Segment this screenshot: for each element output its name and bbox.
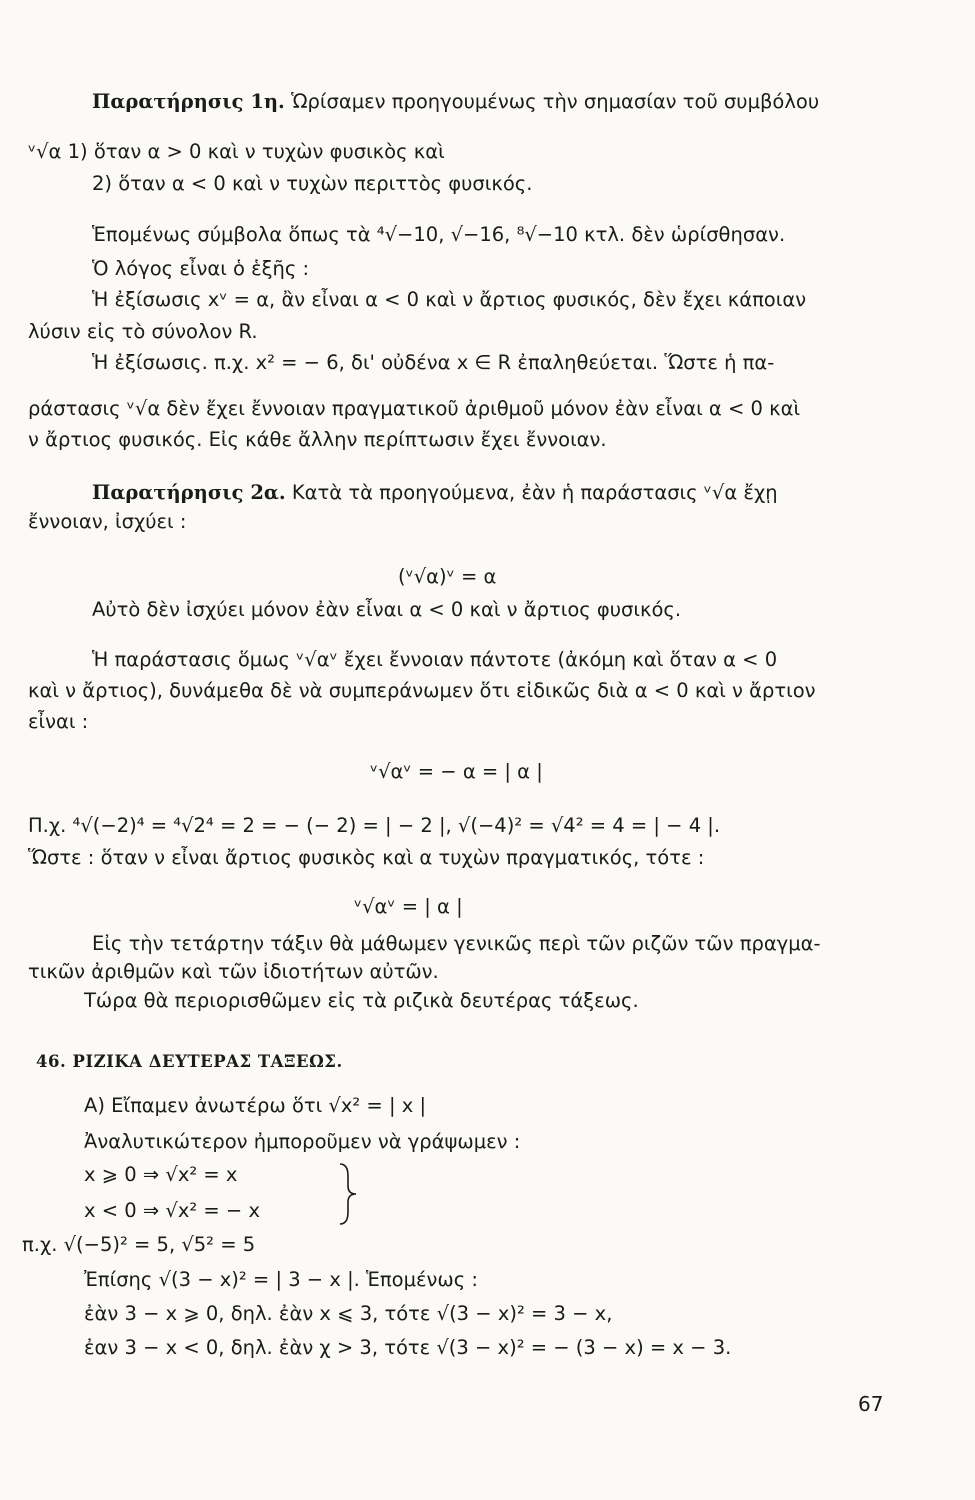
remark2-line-9: Εἰς τὴν τετάρτην τάξιν θὰ μάθωμεν γενικῶς περὶ τῶν ριζῶν τῶν πραγμα- — [92, 932, 821, 955]
section46-line-4: x < 0 ⇒ √x² = − x — [84, 1199, 261, 1222]
remark2-equation-2: ᵛ√αᵛ = − α = | α | — [370, 760, 543, 783]
remark2-line-3: Αὐτὸ δὲν ἰσχύει μόνον ἐὰν εἶναι α < 0 καὶ ν ἄρτιος φυσικός. — [92, 598, 682, 621]
remark1-text-1: Ὡρίσαμεν προηγουμένως τὴν σημασίαν τοῦ συμβόλου — [291, 90, 820, 113]
remark1-line-10: ν ἄρτιος φυσικός. Εἰς κάθε ἄλλην περίπτωσιν ἔχει ἔννοιαν. — [28, 428, 607, 451]
remark2-line-10: τικῶν ἀριθμῶν καὶ τῶν ἰδιοτήτων αὐτῶν. — [28, 960, 439, 983]
remark1-line-9: ράστασις ᵛ√α δὲν ἔχει ἔννοιαν πραγματικοῦ ἀριθμοῦ μόνον ἐὰν εἶναι α < 0 καὶ — [28, 397, 801, 420]
remark2-text-1: Κατὰ τὰ προηγούμενα, ἐὰν ἡ παράστασις ᵛ√α ἔχῃ — [291, 481, 778, 504]
section46-line-8: ἐαν 3 − x < 0, δηλ. ἐὰν χ > 3, τότε √(3 − x)² = − (3 − x) = x − 3. — [84, 1336, 732, 1359]
remark1-line-5: Ὁ λόγος εἶναι ὁ ἑξῆς : — [92, 257, 310, 280]
remark2-line-7: Π.χ. ⁴√(−2)⁴ = ⁴√2⁴ = 2 = − (− 2) = | − 2 |, √(−4)² = √4² = 4 = | − 4 |. — [28, 814, 721, 837]
remark1-line-8: Ἡ ἐξίσωσις. π.χ. x² = − 6, δι' οὐδένα x ∈ R ἐπαληθεύεται. Ὥστε ἡ πα- — [92, 351, 775, 374]
remark2-equation-1: (ᵛ√α)ᵛ = α — [398, 565, 497, 588]
remark1-title: Παρατήρησις 1η. — [92, 90, 285, 113]
remark2-line-2: ἔννοιαν, ἰσχύει : — [28, 510, 187, 533]
section46-line-5: π.χ. √(−5)² = 5, √5² = 5 — [22, 1233, 256, 1256]
section46-line-2: Ἀναλυτικώτερον ἠμποροῦμεν νὰ γράψωμεν : — [84, 1130, 521, 1153]
remark2-line-5: καὶ ν ἄρτιος), δυνάμεθα δὲ νὰ συμπεράνωμεν ὅτι εἰδικῶς διὰ α < 0 καὶ ν ἄρτιον — [28, 679, 816, 702]
remark2-line-4: Ἡ παράστασις ὅμως ᵛ√αᵛ ἔχει ἔννοιαν πάντοτε (ἀκόμη καὶ ὅταν α < 0 — [92, 648, 778, 671]
remark1-line-6: Ἡ ἐξίσωσις xᵛ = α, ἂν εἶναι α < 0 καὶ ν ἄρτιος φυσικός, δὲν ἔχει κάποιαν — [92, 288, 807, 311]
section46-line-6: Ἐπίσης √(3 − x)² = | 3 − x |. Ἑπομένως : — [84, 1268, 478, 1291]
remark1-line-1 — [92, 90, 819, 114]
remark2-line-11: Τώρα θὰ περιορισθῶμεν εἰς τὰ ριζικὰ δευτέρας τάξεως. — [84, 989, 639, 1012]
remark2-line-1 — [92, 481, 778, 505]
remark2-line-6: εἶναι : — [28, 710, 89, 733]
section46-line-1: Α) Εἴπαμεν ἀνωτέρω ὅτι √x² = | x | — [84, 1094, 427, 1117]
section-46-heading: 46. ΡΙΖΙΚΑ ΔΕΥΤΕΡΑΣ ΤΑΞΕΩΣ. — [36, 1052, 343, 1071]
curly-brace-icon — [336, 1160, 360, 1228]
remark2-line-8: Ὥστε : ὅταν ν εἶναι ἄρτιος φυσικὸς καὶ α τυχὼν πραγματικός, τότε : — [28, 846, 705, 869]
section46-line-3: x ⩾ 0 ⇒ √x² = x — [84, 1163, 238, 1186]
remark2-equation-3: ᵛ√αᵛ = | α | — [354, 895, 463, 918]
remark1-line-7: λύσιν εἰς τὸ σύνολον R. — [28, 320, 258, 343]
remark1-line-2: ᵛ√α 1) ὅταν α > 0 καὶ ν τυχὼν φυσικὸς καὶ — [28, 140, 445, 163]
remark1-line-4: Ἑπομένως σύμβολα ὅπως τὰ ⁴√−10, √−16, ⁸√−10 κτλ. δὲν ὡρίσθησαν. — [92, 223, 786, 246]
page-number: 67 — [858, 1392, 884, 1416]
remark2-title: Παρατήρησις 2α. — [92, 481, 286, 504]
section46-line-7: ἐὰν 3 − x ⩾ 0, δηλ. ἐὰν x ⩽ 3, τότε √(3 − x)² = 3 − x, — [84, 1302, 613, 1325]
remark1-line-3: 2) ὅταν α < 0 καὶ ν τυχὼν περιττὸς φυσικός. — [92, 172, 533, 195]
